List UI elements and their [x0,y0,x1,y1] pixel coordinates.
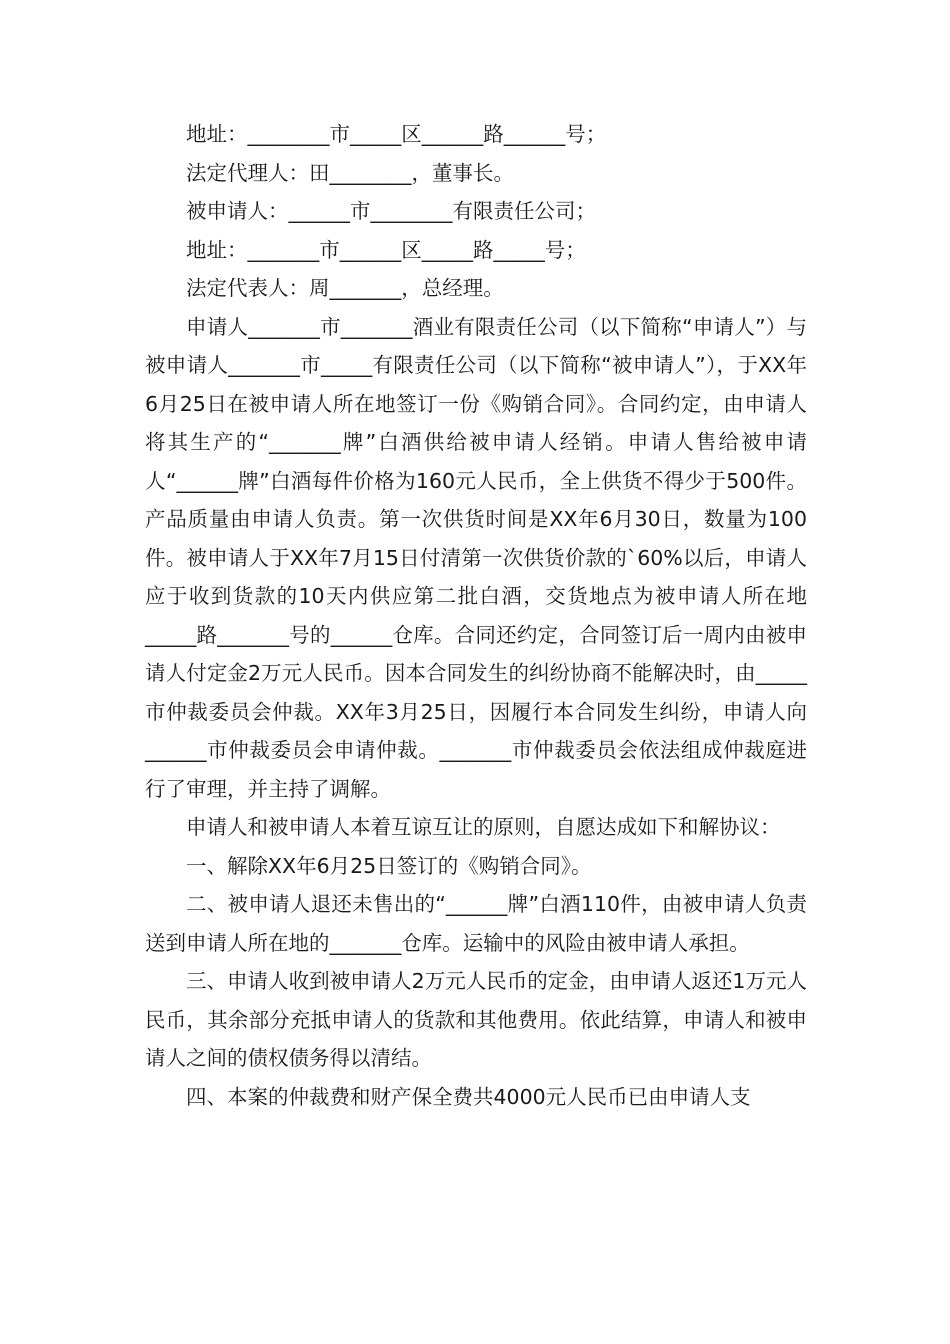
paragraph-legal-agent: 法定代理人：田________，董事长。 [186,160,514,185]
paragraph-clause-3: 三、申请人收到被申请人2万元人民币的定金，由申请人返还1万元人民币，其余部分充抵申请人的货款和其他费用。依此结算，申请人和被申请人之间的债权债务得以清结。 [145,969,807,1070]
document-body [145,115,807,1116]
paragraph-respondent-address: 地址：_______市______区_____路_____号； [186,237,586,262]
paragraph-agreement-intro: 申请人和被申请人本着互谅互让的原则，自愿达成如下和解协议： [186,815,781,839]
paragraph-legal-representative: 法定代表人：周_______，总经理。 [186,276,504,300]
paragraph-clause-1: 一、解除XX年6月25日签订的《购销合同》。 [186,853,592,878]
paragraph-clause-2: 二、被申请人退还未售出的“______牌”白酒110件，由被申请人负责送到申请人所在地的_______仓库。运输中的风险由被申请人承担。 [145,892,807,955]
paragraph-respondent: 被申请人：______市________有限责任公司； [186,199,596,223]
paragraph-clause-4: 四、本案的仲裁费和财产保全费共4000元人民币已由申请人支 [186,1084,751,1109]
paragraph-applicant-address: 地址：________市_____区______路______号； [186,122,607,146]
paragraph-case-facts: 申请人_______市_______酒业有限责任公司（以下简称“申请人”）与被申请人_______市_____有限责任公司（以下简称“被申请人”），于XX年6月25日在被申请人所在地签订一份《购销合同》。合同约定，由申请人将其生产的“_______牌”白酒供给被申请人经销。申请人售给被申请人“______牌”白酒每件价格为160元人民币，全上供货不得少于500件。产品质量由申请人负责。第一次供货时间是XX年6月30日，数量为100件。被申请人于XX年7月15日付清第一次供货价款的`60%以后，申请人应于收到货款的10天内供应第二批白酒，交货地点为被申请人所在地_____路_______号的______仓库。合同还约定，合同签订后一周内由被申请人付定金2万元人民币。因本合同发生的纠纷协商不能解决时，由_____市仲裁委员会仲裁。XX年3月25日，因履行本合同发生纠纷，申请人向______市仲裁委员会申请仲裁。_______市仲裁委员会依法组成仲裁庭进行了审理，并主持了调解。 [145,314,807,801]
